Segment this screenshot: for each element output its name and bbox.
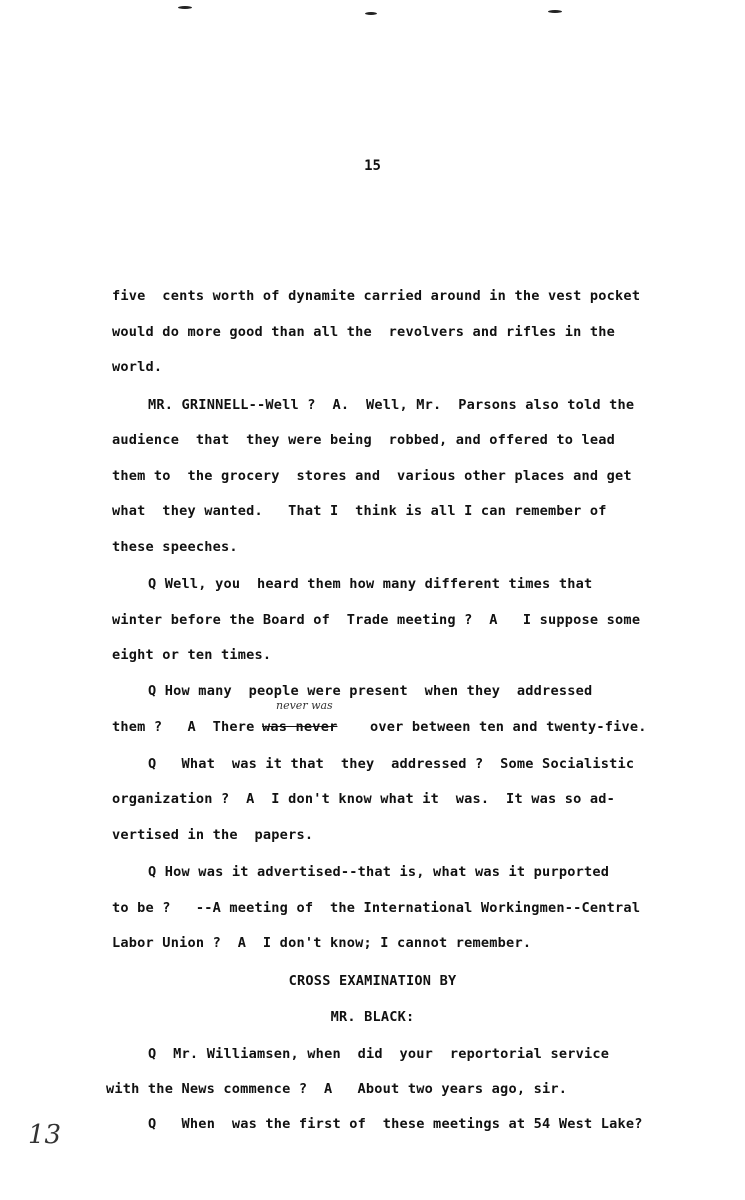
text-line: winter before the Board of Trade meeting ? A I suppose some [112, 612, 641, 628]
text-line: them to the grocery stores and various other places and get [112, 468, 632, 484]
text-line: vertised in the papers. [112, 827, 314, 843]
text-line: to be ? --A meeting of the International Workingmen--Central [112, 900, 641, 916]
text-line: Q Well, you heard them how many different times that [148, 576, 593, 592]
scan-mark [548, 10, 562, 13]
text-line: MR. GRINNELL--Well ? A. Well, Mr. Parsons also told the [148, 397, 635, 413]
text-line: over between ten and twenty-five. [370, 719, 647, 735]
scan-mark [365, 12, 377, 15]
text-line: what they wanted. That I think is all I can remember of [112, 503, 607, 519]
text-line: Q Mr. Williamsen, when did your reportorial service [148, 1046, 610, 1062]
handwritten-margin-mark: 13 [28, 1120, 62, 1150]
section-heading: CROSS EXAMINATION BY [288, 973, 457, 989]
text-line: Q How was it advertised--that is, what was it purported [148, 864, 610, 880]
text-line: Q What was it that they addressed ? Some Socialistic [148, 756, 635, 772]
text-line: audience that they were being robbed, and offered to lead [112, 432, 616, 448]
section-subheading: MR. BLACK: [330, 1009, 415, 1025]
scan-mark [178, 6, 192, 9]
text-line: eight or ten times. [112, 647, 272, 663]
text-line: Q How many people were present when they addressed [148, 683, 593, 699]
text-line: would do more good than all the revolvers and rifles in the [112, 324, 616, 340]
struck-text: was never [262, 719, 338, 735]
text-line: Q When was the first of these meetings at 54 West Lake? [148, 1116, 643, 1132]
text-line: these speeches. [112, 539, 238, 555]
text-line: organization ? A I don't know what it was. It was so ad- [112, 791, 616, 807]
text-line: them ? A There [112, 719, 255, 735]
text-line: five cents worth of dynamite carried around in the vest pocket [112, 288, 641, 304]
text-line: with the News commence ? A About two years ago, sir. [106, 1081, 568, 1097]
text-line: Labor Union ? A I don't know; I cannot remember. [112, 935, 532, 951]
page-number: 15 [364, 158, 381, 174]
handwritten-insert: never was [276, 699, 333, 712]
text-line: world. [112, 359, 163, 375]
